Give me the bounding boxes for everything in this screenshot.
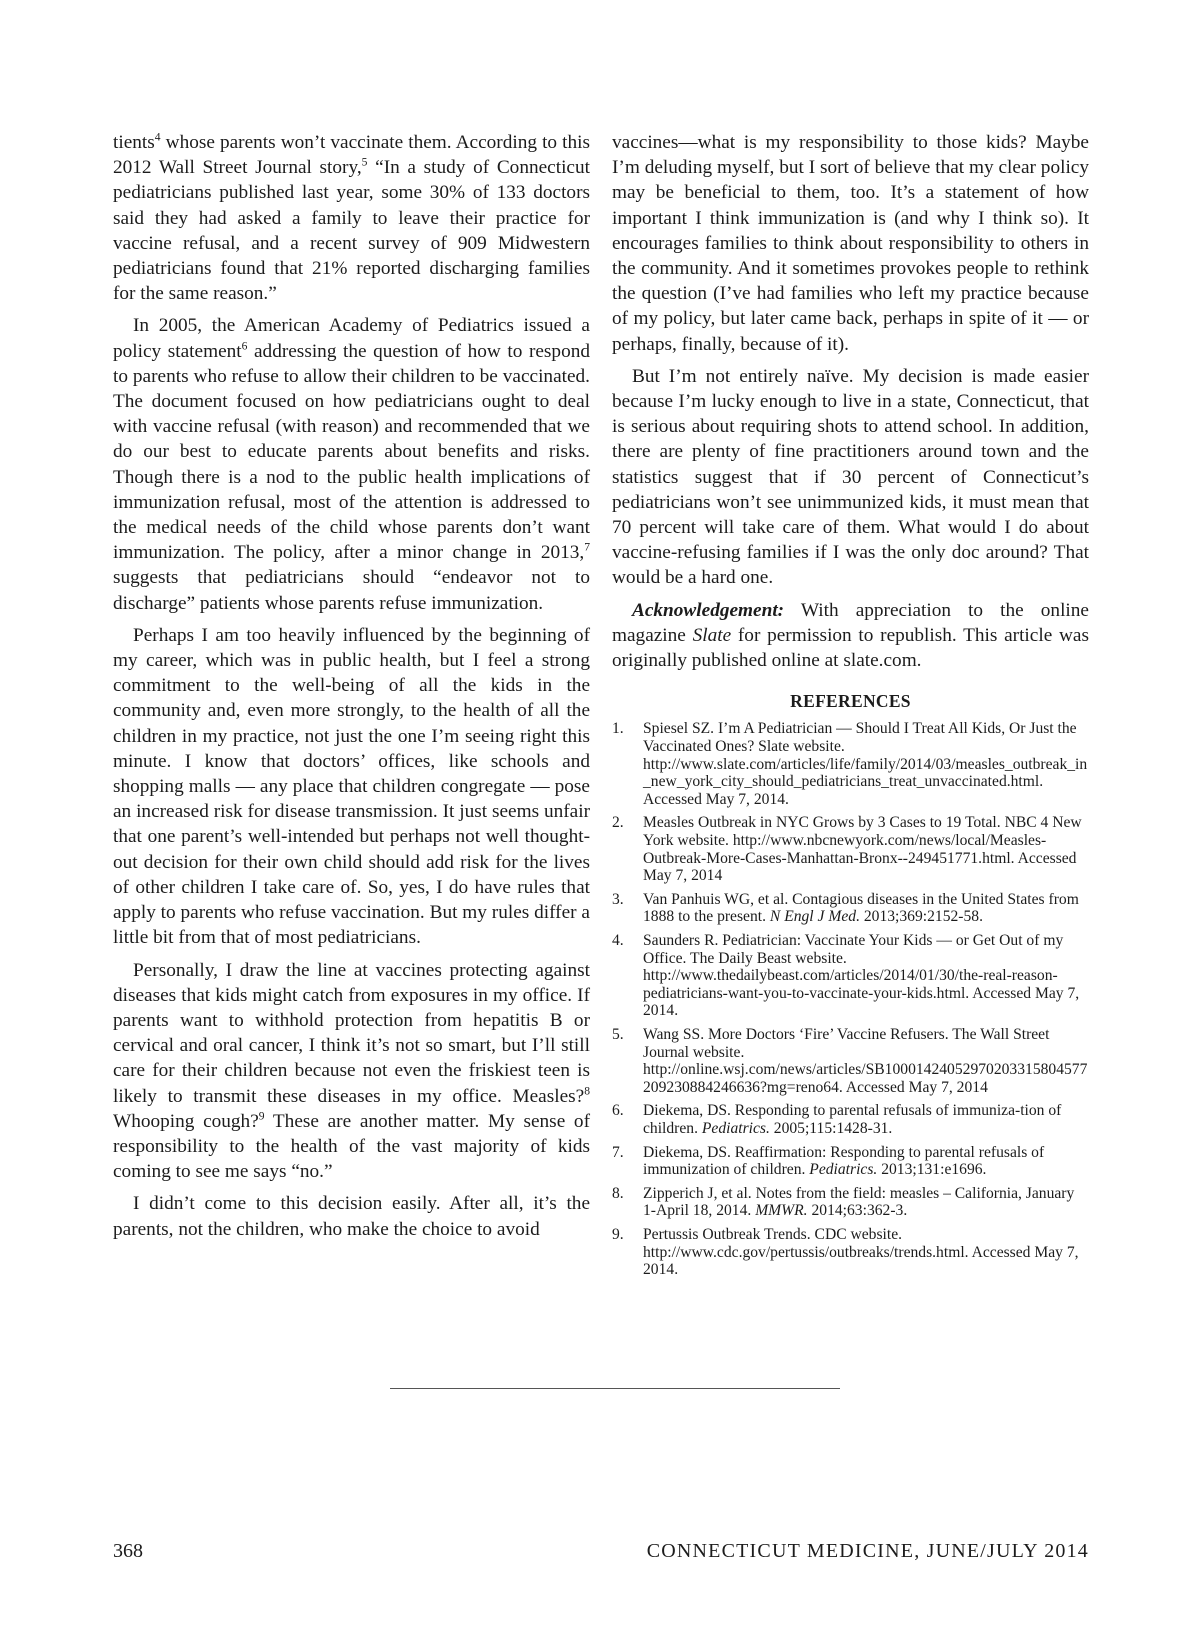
body-paragraph: In 2005, the American Academy of Pediatrics issued a policy statement$^6$ addressing the question of how to respond to parents who refuse to allow their children to be vaccinated. The document focused on how pediatricians ought to deal with vaccine refusal (with reason) and recommended that we do our best to educate parents about benefits and risks. Though there is a nod to the public health implications of immunization refusal, most of the attention is addressed to the medical needs of the child whose parents don’t want immunization. The policy, after a minor change in 2013,$^7$ suggests that pediatricians should “endeavor not to discharge” patients whose parents refuse immunization. (113, 315, 590, 614)
page-number: 368 (113, 1540, 143, 1562)
reference-item: 1. Spiesel SZ. I’m A Pediatrician — Should I Treat All Kids, Or Just the Vaccinated Ones? Slate website. http://www.slate.com/articles/life/family/2014/03/measles_outbreak_in_new_york_city_should_pediatricians_treat_unvaccinated.html. Accessed May 7, 2014. (612, 720, 1088, 808)
journal-title: CONNECTICUT MEDICINE, JUNE/JULY 2014 (646, 1540, 1089, 1562)
reference-item: 4. Saunders R. Pediatrician: Vaccinate Your Kids — or Get Out of my Office. The Daily Beast website. http://www.thedailybeast.com/articles/2014/01/30/the-real-reason-pediatricians-want-you-to-vaccinate-your-kids.html. Accessed May 7, 2014. (612, 932, 1080, 1020)
body-paragraph: tients$^4$ whose parents won’t vaccinate them. According to this 2012 Wall Street Journal story,$^5$ “In a study of Connecticut pediatricians published last year, some 30% of 133 doctors said they had asked a family to leave their practice for vaccine refusal, and a recent survey of 909 Midwestern pediatricians found that 21% reported discharging families for the same reason.” (113, 130, 590, 305)
reference-item: 6. Diekema, DS. Responding to parental refusals of immuniza-tion of children. Pediatrics. 2005;115:1428-31. (612, 1102, 1062, 1137)
body-paragraph: Perhaps I am too heavily influenced by the beginning of my career, which was in public health, but I feel a strong commitment to the well-being of all the kids in the community and, even more strongly, to the health of all the children in my practice, not just the one I’m seeing right this minute. I know that doctors’ offices, like schools and shopping malls — any place that children congregate — pose an increased risk for disease transmission. It just seems unfair that one parent’s well-intended but perhaps not well thought-out decision for their own child should add risk for the lives of other children I take care of. So, yes, I do have rules that apply to parents who refuse vaccination. But my rules differ a little bit from that of most pediatricians. (113, 624, 590, 949)
citation-superscript: 5 (361, 155, 368, 169)
acknowledgement-paragraph: Acknowledgement: With appreciation to the online magazine Slate for permission to republish. This article was originally published online at slate.com. (612, 599, 1089, 672)
citation-superscript: 9 (258, 1109, 265, 1123)
left-column (113, 130, 590, 1249)
body-paragraph: vaccines—what is my responsibility to those kids? Maybe I’m deluding myself, but I sort of believe that my clear policy may be beneficial to them, too. It’s a statement of how important I think immunization is (and why I think so). It encourages families to think about responsibility to others in the community. And it sometimes provokes people to rethink the question (I’ve had families who left my practice because of my policy, but later came back, perhaps in spite of it — or perhaps, finally, because of it). (612, 132, 1089, 355)
citation-superscript: 4 (154, 130, 161, 144)
right-column (612, 130, 1089, 1285)
reference-item: 3. Van Panhuis WG, et al. Contagious diseases in the United States from 1888 to the present. N Engl J Med. 2013;369:2152-58. (612, 890, 1079, 926)
body-paragraph: Personally, I draw the line at vaccines protecting against diseases that kids might catch from exposures in my office. If parents want to withhold protection from hepatitis B or cervical and oral cancer, I think it’s not so smart, but I’ll still care for their children because not even the friskiest teen is likely to transmit these diseases in my office. Measles?$^8$ Whooping cough?$^9$ These are another matter. My sense of responsibility to the health of the vast majority of kids coming to see me says “no.” (113, 959, 590, 1183)
footer-divider (390, 1388, 840, 1389)
references-heading: REFERENCES (790, 691, 911, 712)
citation-superscript: 6 (241, 339, 248, 353)
citation-superscript: 8 (584, 1084, 590, 1098)
reference-item: 7. Diekema, DS. Reaffirmation: Responding to parental refusals of immunization of children. Pediatrics. 2013;131:e1696. (612, 1143, 1045, 1179)
reference-item: 2. Measles Outbreak in NYC Grows by 3 Cases to 19 Total. NBC 4 New York website. http://www.nbcnewyork.com/news/local/Measles-Outbreak-More-Cases-Manhattan-Bronx--249451771.html. Accessed May 7, 2014 (612, 814, 1082, 885)
reference-item: 5. Wang SS. More Doctors ‘Fire’ Vaccine Refusers. The Wall Street Journal website. http://online.wsj.com/news/articles/SB10001424052970203315804577209230884246636?mg=reno64. Accessed May 7, 2014 (612, 1025, 1088, 1096)
reference-item: 9. Pertussis Outbreak Trends. CDC website. http://www.cdc.gov/pertussis/outbreaks/trends.html. Accessed May 7, 2014. (612, 1225, 1079, 1279)
body-paragraph: I didn’t come to this decision easily. After all, it’s the parents, not the children, who make the choice to avoid (113, 1193, 590, 1240)
acknowledgement-label: Acknowledgement: (632, 599, 785, 621)
references-list (612, 720, 1089, 1278)
citation-superscript: 7 (584, 540, 590, 554)
reference-item: 8. Zipperich J, et al. Notes from the field: measles – California, January 1-April 18, 2014. MMWR. 2014;63:362-3. (612, 1184, 1075, 1220)
body-paragraph: But I’m not entirely naïve. My decision is made easier because I’m lucky enough to live in a state, Connecticut, that is serious about requiring shots to attend school. In addition, there are plenty of fine practitioners around town and the statistics suggest that if 30 percent of Connecticut’s pediatricians won’t see unimmunized kids, it must mean that 70 percent will take care of them. What would I do about vaccine-refusing families if I was the only doc around? That would be a hard one. (612, 365, 1089, 589)
